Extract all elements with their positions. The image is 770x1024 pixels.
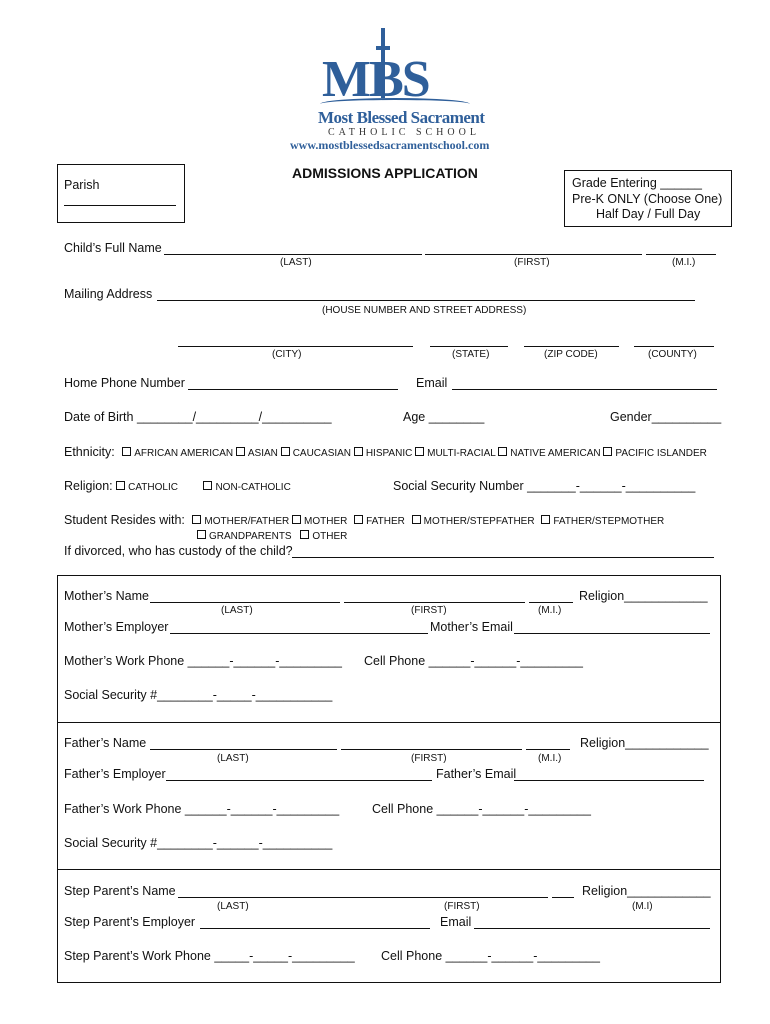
- step-mi-field[interactable]: [552, 897, 574, 898]
- step-last-field[interactable]: [178, 897, 548, 898]
- county-caption: (COUNTY): [648, 349, 697, 360]
- page-title: ADMISSIONS APPLICATION: [292, 165, 478, 181]
- father-first-caption: (FIRST): [411, 753, 447, 764]
- grade-entering[interactable]: Grade Entering ______: [572, 176, 702, 190]
- ethnicity-option[interactable]: PACIFIC ISLANDER: [603, 448, 707, 459]
- child-mi-field[interactable]: [646, 254, 716, 255]
- father-email-field[interactable]: [514, 780, 704, 781]
- resides-label: Student Resides with:: [64, 513, 185, 527]
- mother-name-label: Mother’s Name: [64, 589, 149, 603]
- city-caption: (CITY): [272, 349, 302, 360]
- child-name-label: Child’s Full Name: [64, 241, 162, 255]
- step-cell-phone[interactable]: Cell Phone ______-______-_________: [381, 949, 600, 963]
- mother-last-field[interactable]: [150, 602, 340, 603]
- religion-row: [64, 479, 291, 493]
- mother-work-phone[interactable]: Mother’s Work Phone ______-______-_________: [64, 654, 342, 668]
- mother-email-label: Mother’s Email: [430, 620, 513, 634]
- step-last-caption: (LAST): [217, 901, 249, 912]
- mailing-label: Mailing Address: [64, 287, 153, 301]
- child-ssn-field[interactable]: Social Security Number _______-______-__________: [393, 479, 696, 493]
- father-cell-phone[interactable]: Cell Phone ______-______-_________: [372, 802, 591, 816]
- step-name-label: Step Parent’s Name: [64, 884, 176, 898]
- state-field[interactable]: [430, 346, 508, 347]
- religion-option-catholic[interactable]: CATHOLIC: [116, 482, 178, 493]
- custody-field[interactable]: [292, 557, 714, 558]
- resides-option[interactable]: FATHER/STEPMOTHER: [541, 516, 664, 527]
- father-mi-caption: (M.I.): [538, 753, 562, 764]
- ethnicity-option[interactable]: MULTI-RACIAL: [415, 448, 495, 459]
- mother-religion-field[interactable]: Religion____________: [579, 589, 708, 603]
- home-phone-label: Home Phone Number: [64, 376, 185, 390]
- zip-caption: (ZIP CODE): [544, 349, 598, 360]
- logo-letters: MBS: [322, 51, 429, 108]
- divider: [57, 869, 720, 870]
- city-field[interactable]: [178, 346, 413, 347]
- house-caption: (HOUSE NUMBER AND STREET ADDRESS): [322, 305, 527, 316]
- ethnicity-option[interactable]: HISPANIC: [354, 448, 413, 459]
- step-email-label: Email: [440, 915, 472, 929]
- resides-option[interactable]: MOTHER/STEPFATHER: [412, 516, 535, 527]
- mother-first-field[interactable]: [344, 602, 525, 603]
- school-logo: [290, 28, 500, 153]
- gender-field[interactable]: Gender__________: [610, 410, 722, 424]
- child-first-field[interactable]: [425, 254, 642, 255]
- resides-option[interactable]: OTHER: [300, 531, 347, 542]
- mother-first-caption: (FIRST): [411, 605, 447, 616]
- child-last-field[interactable]: [164, 254, 422, 255]
- dob-field[interactable]: Date of Birth ________/_________/__________: [64, 410, 332, 424]
- half-full-day[interactable]: Half Day / Full Day: [596, 207, 701, 221]
- mother-mi-caption: (M.I.): [538, 605, 562, 616]
- mother-employer-field[interactable]: [170, 633, 428, 634]
- father-first-field[interactable]: [341, 749, 522, 750]
- mother-employer-label: Mother’s Employer: [64, 620, 169, 634]
- custody-label: If divorced, who has custody of the child?: [64, 544, 293, 558]
- mother-email-field[interactable]: [514, 633, 710, 634]
- logo-school-name: Most Blessed Sacrament: [318, 108, 485, 127]
- step-email-field[interactable]: [474, 928, 710, 929]
- father-email-label: Father’s Email: [436, 767, 517, 781]
- logo-subtitle: CATHOLIC SCHOOL: [328, 127, 480, 138]
- ethnicity-option[interactable]: AFRICAN AMERICAN: [122, 448, 233, 459]
- father-last-field[interactable]: [150, 749, 337, 750]
- zip-field[interactable]: [524, 346, 619, 347]
- father-ssn[interactable]: Social Security #________-______-__________: [64, 836, 333, 850]
- ethnicity-label: Ethnicity:: [64, 445, 115, 459]
- resides-option[interactable]: GRANDPARENTS: [197, 531, 292, 542]
- step-first-caption: (FIRST): [444, 901, 480, 912]
- age-field[interactable]: Age ________: [403, 410, 485, 424]
- mother-ssn[interactable]: Social Security #________-_____-___________: [64, 688, 333, 702]
- resides-option[interactable]: MOTHER: [292, 516, 347, 527]
- parish-box: [57, 164, 185, 223]
- home-phone-field[interactable]: [188, 389, 398, 390]
- child-mi-caption: (M.I.): [672, 257, 696, 268]
- resides-row: [64, 513, 664, 527]
- ethnicity-option[interactable]: CAUCASIAN: [281, 448, 351, 459]
- father-mi-field[interactable]: [526, 749, 570, 750]
- parish-field[interactable]: [64, 205, 176, 206]
- father-religion-field[interactable]: Religion____________: [580, 736, 709, 750]
- divider: [57, 722, 720, 723]
- mother-cell-phone[interactable]: Cell Phone ______-______-_________: [364, 654, 583, 668]
- ethnicity-option[interactable]: NATIVE AMERICAN: [498, 448, 600, 459]
- mother-mi-field[interactable]: [529, 602, 573, 603]
- father-employer-label: Father’s Employer: [64, 767, 166, 781]
- resides-row-2: [197, 530, 347, 542]
- step-mi-caption: (M.I): [632, 901, 653, 912]
- religion-label: Religion:: [64, 479, 113, 493]
- father-employer-field[interactable]: [166, 780, 432, 781]
- ethnicity-row: [64, 445, 707, 459]
- step-work-phone[interactable]: Step Parent’s Work Phone _____-_____-_________: [64, 949, 355, 963]
- mother-last-caption: (LAST): [221, 605, 253, 616]
- resides-option[interactable]: FATHER: [354, 516, 405, 527]
- email-label: Email: [416, 376, 448, 390]
- father-last-caption: (LAST): [217, 753, 249, 764]
- mailing-field[interactable]: [157, 300, 695, 301]
- step-employer-label: Step Parent’s Employer: [64, 915, 196, 929]
- father-work-phone[interactable]: Father’s Work Phone ______-______-_________: [64, 802, 340, 816]
- step-religion-field[interactable]: Religion____________: [582, 884, 711, 898]
- resides-option[interactable]: MOTHER/FATHER: [192, 516, 289, 527]
- child-last-caption: (LAST): [280, 257, 312, 268]
- ethnicity-option[interactable]: ASIAN: [236, 448, 278, 459]
- email-field[interactable]: [452, 389, 717, 390]
- state-caption: (STATE): [452, 349, 490, 360]
- prek-only: Pre-K ONLY (Choose One): [572, 192, 723, 206]
- logo-url: www.mostblessedsacramentschool.com: [290, 138, 490, 152]
- parish-label: Parish: [64, 178, 100, 192]
- father-name-label: Father’s Name: [64, 736, 147, 750]
- county-field[interactable]: [634, 346, 714, 347]
- religion-option-noncatholic[interactable]: NON-CATHOLIC: [203, 482, 290, 493]
- child-first-caption: (FIRST): [514, 257, 550, 268]
- step-employer-field[interactable]: [200, 928, 430, 929]
